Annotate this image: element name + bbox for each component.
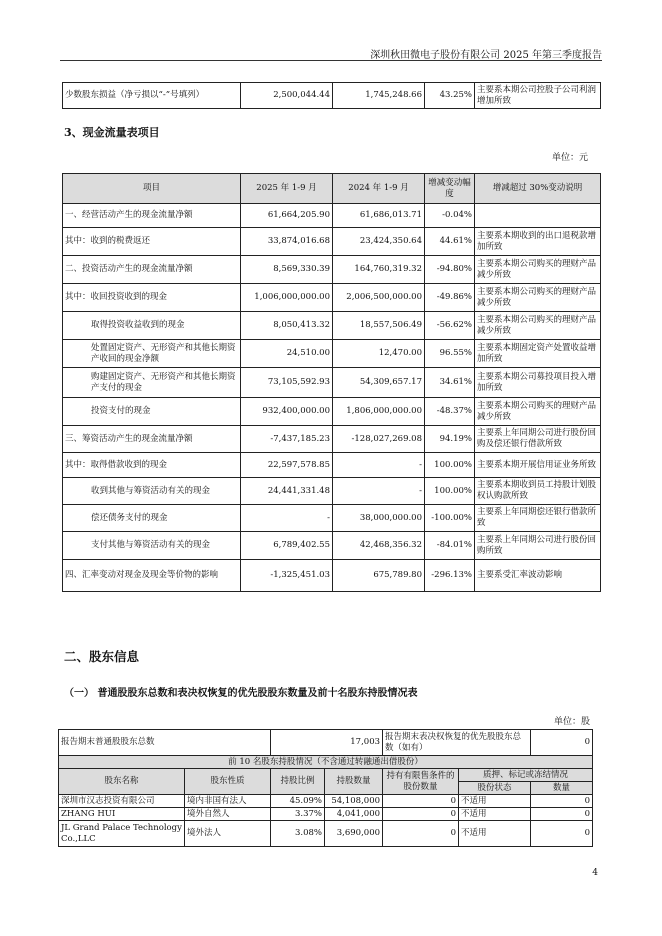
shareholder-subtitle: （一） 普通股股东总数和表决权恢复的优先股股东数量及前十名股东持股情况表 — [64, 688, 418, 699]
cashflow-current: 6,789,402.55 — [241, 532, 333, 560]
cashflow-change: -84.01% — [425, 532, 475, 560]
cashflow-reason: 主要系本期公司购买的理财产品减少所致 — [475, 398, 601, 426]
cashflow-row — [63, 478, 601, 505]
shareholder-pledge-count: 0 — [531, 821, 593, 847]
cashflow-row — [63, 505, 601, 532]
cashflow-row — [63, 368, 601, 398]
cashflow-current: 8,050,413.32 — [241, 312, 333, 340]
cashflow-change: -100.00% — [425, 505, 475, 532]
shareholder-qty: 54,108,000 — [325, 795, 383, 808]
shareholder-name: 深圳市汉志投资有限公司 — [59, 795, 185, 808]
cashflow-prior: 38,000,000.00 — [333, 505, 425, 532]
col-pledge: 质押、标记或冻结情况 — [459, 769, 593, 782]
cashflow-row — [63, 204, 601, 228]
cashflow-prior: 2,006,500,000.00 — [333, 284, 425, 312]
total-holders-value: 17,003 — [271, 730, 383, 756]
shareholder-name: ZHANG HUI — [59, 808, 185, 821]
cashflow-item: 购建固定资产、无形资产和其他长期资产支付的现金 — [63, 368, 241, 398]
cashflow-current: 932,400,000.00 — [241, 398, 333, 426]
cashflow-prior: -128,027,269.08 — [333, 426, 425, 453]
shareholder-table — [58, 729, 593, 847]
cashflow-reason — [475, 204, 601, 228]
cashflow-row — [63, 284, 601, 312]
total-holders-label: 报告期末普通股股东总数 — [59, 730, 271, 756]
shareholder-pledge-count: 0 — [531, 808, 593, 821]
cashflow-change: -94.80% — [425, 256, 475, 284]
cashflow-current: 1,006,000,000.00 — [241, 284, 333, 312]
cashflow-item: 一、经营活动产生的现金流量净额 — [63, 204, 241, 228]
cashflow-change: -0.04% — [425, 204, 475, 228]
report-header-title: 深圳秋田微电子股份有限公司 2025 年第三季度报告 — [370, 50, 602, 61]
col-nature: 股东性质 — [185, 769, 271, 795]
cashflow-reason: 主要系本期公司购买的理财产品减少所致 — [475, 312, 601, 340]
cashflow-current: -1,325,451.03 — [241, 560, 333, 592]
cashflow-item: 其中：取得借款收到的现金 — [63, 453, 241, 478]
cashflow-row — [63, 426, 601, 453]
cashflow-row — [63, 228, 601, 256]
shareholder-row — [59, 821, 593, 847]
cashflow-change: 100.00% — [425, 478, 475, 505]
minority-prior: 1,745,248.66 — [333, 83, 425, 109]
cashflow-item: 三、筹资活动产生的现金流量净额 — [63, 426, 241, 453]
shareholder-pledge-status: 不适用 — [459, 808, 531, 821]
cashflow-reason: 主要系本期收到员工持股计划股权认购款所致 — [475, 478, 601, 505]
shareholder-restricted: 0 — [383, 795, 459, 808]
cashflow-current: 24,510.00 — [241, 340, 333, 368]
shareholder-restricted: 0 — [383, 808, 459, 821]
cashflow-reason: 主要系本期固定资产处置收益增加所致 — [475, 340, 601, 368]
pref-holders-value: 0 — [531, 730, 593, 756]
cashflow-change: 44.61% — [425, 228, 475, 256]
cashflow-prior: 18,557,506.49 — [333, 312, 425, 340]
cashflow-current: 61,664,205.90 — [241, 204, 333, 228]
cashflow-reason: 主要系本期开展信用证业务所致 — [475, 453, 601, 478]
cashflow-table — [62, 173, 601, 592]
top10-caption: 前 10 名股东持股情况（不含通过转融通出借股份） — [59, 756, 593, 769]
cashflow-current: - — [241, 505, 333, 532]
cashflow-header-prior: 2024 年 1-9 月 — [333, 174, 425, 204]
cashflow-prior: 54,309,657.17 — [333, 368, 425, 398]
cashflow-item: 投资支付的现金 — [63, 398, 241, 426]
shareholder-ratio: 3.37% — [271, 808, 325, 821]
cashflow-prior: 42,468,356.32 — [333, 532, 425, 560]
cashflow-prior: 61,686,013.71 — [333, 204, 425, 228]
cashflow-change: 96.55% — [425, 340, 475, 368]
cashflow-reason: 主要系本期公司募投项目投入增加所致 — [475, 368, 601, 398]
cashflow-change: -296.13% — [425, 560, 475, 592]
cashflow-reason: 主要系上年同期偿还银行借款所致 — [475, 505, 601, 532]
cashflow-row — [63, 453, 601, 478]
cashflow-row — [63, 398, 601, 426]
cashflow-item: 处置固定资产、无形资产和其他长期资产收回的现金净额 — [63, 340, 241, 368]
page-number: 4 — [592, 868, 598, 878]
cashflow-current: -7,437,185.23 — [241, 426, 333, 453]
shareholder-ratio: 3.08% — [271, 821, 325, 847]
shareholder-nature: 境外法人 — [185, 821, 271, 847]
shareholder-restricted: 0 — [383, 821, 459, 847]
minority-change: 43.25% — [425, 83, 475, 109]
cashflow-item: 支付其他与筹资活动有关的现金 — [63, 532, 241, 560]
col-restricted: 持有有限售条件的股份数量 — [383, 769, 459, 795]
cashflow-item: 其中：收到的税费返还 — [63, 228, 241, 256]
cashflow-change: 100.00% — [425, 453, 475, 478]
cashflow-reason: 主要系上年同期公司进行股份回购所致 — [475, 532, 601, 560]
col-name: 股东名称 — [59, 769, 185, 795]
col-count: 数量 — [531, 782, 593, 795]
col-qty: 持股数量 — [325, 769, 383, 795]
cashflow-item: 取得投资收益收到的现金 — [63, 312, 241, 340]
cashflow-prior: 164,760,319.32 — [333, 256, 425, 284]
shareholder-nature: 境外自然人 — [185, 808, 271, 821]
cashflow-current: 22,597,578.85 — [241, 453, 333, 478]
cashflow-prior: - — [333, 453, 425, 478]
header-divider — [60, 60, 602, 61]
minority-reason: 主要系本期公司控股子公司利润增加所致 — [475, 83, 601, 109]
shareholder-pledge-status: 不适用 — [459, 821, 531, 847]
cashflow-item: 四、汇率变动对现金及现金等价物的影响 — [63, 560, 241, 592]
cashflow-reason: 主要系本期收到的出口退税款增加所致 — [475, 228, 601, 256]
cashflow-prior: - — [333, 478, 425, 505]
shareholder-row — [59, 808, 593, 821]
cashflow-prior: 23,424,350.64 — [333, 228, 425, 256]
section-title-shareholders: 二、股东信息 — [64, 649, 140, 664]
cashflow-prior: 675,789.80 — [333, 560, 425, 592]
cashflow-current: 33,874,016.68 — [241, 228, 333, 256]
col-ratio: 持股比例 — [271, 769, 325, 795]
cashflow-item: 二、投资活动产生的现金流量净额 — [63, 256, 241, 284]
cashflow-item: 收到其他与筹资活动有关的现金 — [63, 478, 241, 505]
cashflow-prior: 12,470.00 — [333, 340, 425, 368]
cashflow-change: -56.62% — [425, 312, 475, 340]
shareholder-pledge-count: 0 — [531, 795, 593, 808]
cashflow-current: 8,569,330.39 — [241, 256, 333, 284]
cashflow-row — [63, 312, 601, 340]
cashflow-prior: 1,806,000,000.00 — [333, 398, 425, 426]
cashflow-change: -48.37% — [425, 398, 475, 426]
cashflow-row — [63, 340, 601, 368]
cashflow-heading: 3、现金流量表项目 — [64, 126, 160, 139]
cashflow-row — [63, 532, 601, 560]
cashflow-reason: 主要系本期公司购买的理财产品减少所致 — [475, 256, 601, 284]
cashflow-change: 94.19% — [425, 426, 475, 453]
cashflow-row — [63, 256, 601, 284]
cashflow-item: 偿还债务支付的现金 — [63, 505, 241, 532]
shareholder-nature: 境内非国有法人 — [185, 795, 271, 808]
cashflow-change: 34.61% — [425, 368, 475, 398]
shareholder-qty: 3,690,000 — [325, 821, 383, 847]
cashflow-change: -49.86% — [425, 284, 475, 312]
minority-interest-table — [62, 82, 601, 109]
cashflow-header-change: 增减变动幅度 — [425, 174, 475, 204]
cashflow-reason: 主要系上年同期公司进行股份回购及偿还银行借款所致 — [475, 426, 601, 453]
cashflow-reason: 主要系本期公司购买的理财产品减少所致 — [475, 284, 601, 312]
shareholder-ratio: 45.09% — [271, 795, 325, 808]
cashflow-header-item: 项目 — [63, 174, 241, 204]
col-status: 股份状态 — [459, 782, 531, 795]
minority-current: 2,500,044.44 — [241, 83, 333, 109]
shareholder-pledge-status: 不适用 — [459, 795, 531, 808]
cashflow-row — [63, 560, 601, 592]
pref-holders-label: 报告期末表决权恢复的优先股股东总数（如有） — [383, 730, 531, 756]
shareholder-qty: 4,041,000 — [325, 808, 383, 821]
cashflow-header-reason: 增减超过 30%变动说明 — [475, 174, 601, 204]
shareholder-unit: 单位：股 — [553, 717, 590, 727]
cashflow-header-current: 2025 年 1-9 月 — [241, 174, 333, 204]
cashflow-current: 24,441,331.48 — [241, 478, 333, 505]
cashflow-reason: 主要系受汇率波动影响 — [475, 560, 601, 592]
cashflow-item: 其中：收回投资收到的现金 — [63, 284, 241, 312]
minority-label: 少数股东损益（净亏损以“-”号填列） — [63, 83, 241, 109]
cashflow-current: 73,105,592.93 — [241, 368, 333, 398]
shareholder-name: JL Grand Palace Technology Co.,LLC — [59, 821, 185, 847]
shareholder-row — [59, 795, 593, 808]
cashflow-unit: 单位：元 — [551, 153, 588, 163]
